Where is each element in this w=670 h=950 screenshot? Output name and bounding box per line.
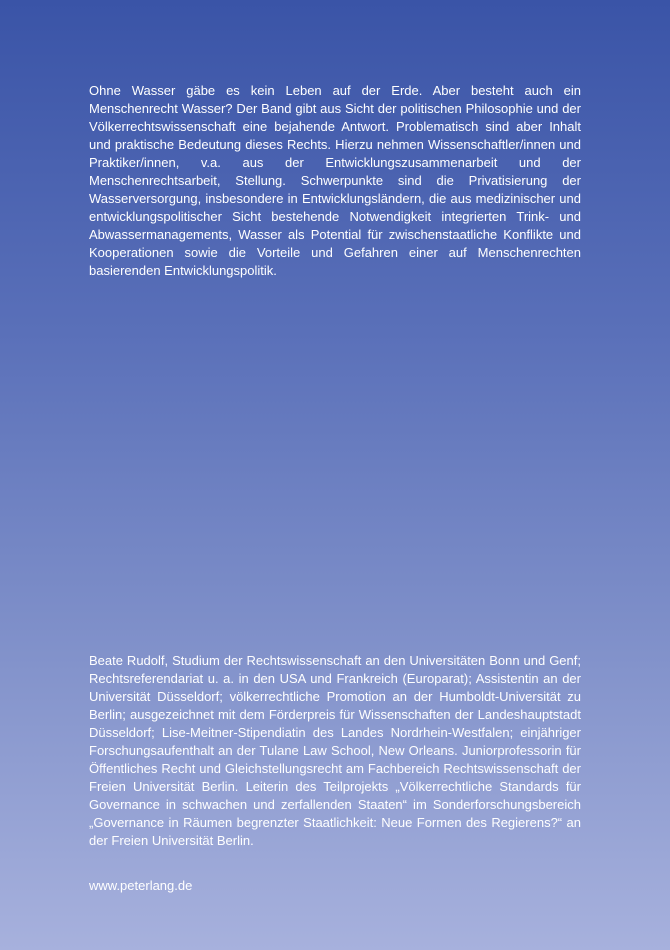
book-blurb: Ohne Wasser gäbe es kein Leben auf der Erde. Aber besteht auch ein Menschenrecht Wasser? Der Band gibt aus Sicht der politischen Philosophie und der Völkerrechtswissenschaft eine bejahende Antwort. Problematisch sind aber Inhalt und praktische Bedeutung dieses Rechts. Hierzu nehmen Wissenschaftler/innen und Praktiker/innen, v.a. aus der Entwicklungszusammenarbeit und der Menschenrechtsarbeit, Stellung. Schwerpunkte sind die Privatisierung der Wasserversorgung, insbesondere in Entwicklungsländern, die aus medizinischer und entwicklungspolitischer Sicht bestehende Notwendigkeit integrierten Trink- und Abwassermanagements, Wasser als Potential für zwischenstaatliche Konflikte und Kooperationen sowie die Vorteile und Gefahren einer auf Menschenrechten basierenden Entwicklungspolitik. — [89, 83, 581, 278]
publisher-url: www.peterlang.de — [89, 878, 193, 893]
author-biography: Beate Rudolf, Studium der Rechtswissenschaft an den Universitäten Bonn und Genf; Rechtsreferendariat u. a. in den USA und Frankreich (Europarat); Assistentin an der Universität Düsseldorf; völkerrechtliche Promotion an der Humboldt-Universität zu Berlin; ausgezeichnet mit dem Förderpreis für Wissenschaften der Landeshauptstadt Düsseldorf; Lise-Meitner-Stipendiatin des Landes Nordrhein-Westfalen; einjähriger Forschungsaufenthalt an der Tulane Law School, New Orleans. Juniorprofessorin für Öffentliches Recht und Gleichstellungsrecht am Fachbereich Rechtswissenschaft der Freien Universität Berlin. Leiterin des Teilprojekts „Völkerrechtliche Standards für Governance in schwachen und zerfallenden Staaten“ im Sonderforschungsbereich „Governance in Räumen begrenzter Staatlichkeit: Neue Formen des Regierens?“ an der Freien Universität Berlin. — [89, 653, 581, 848]
